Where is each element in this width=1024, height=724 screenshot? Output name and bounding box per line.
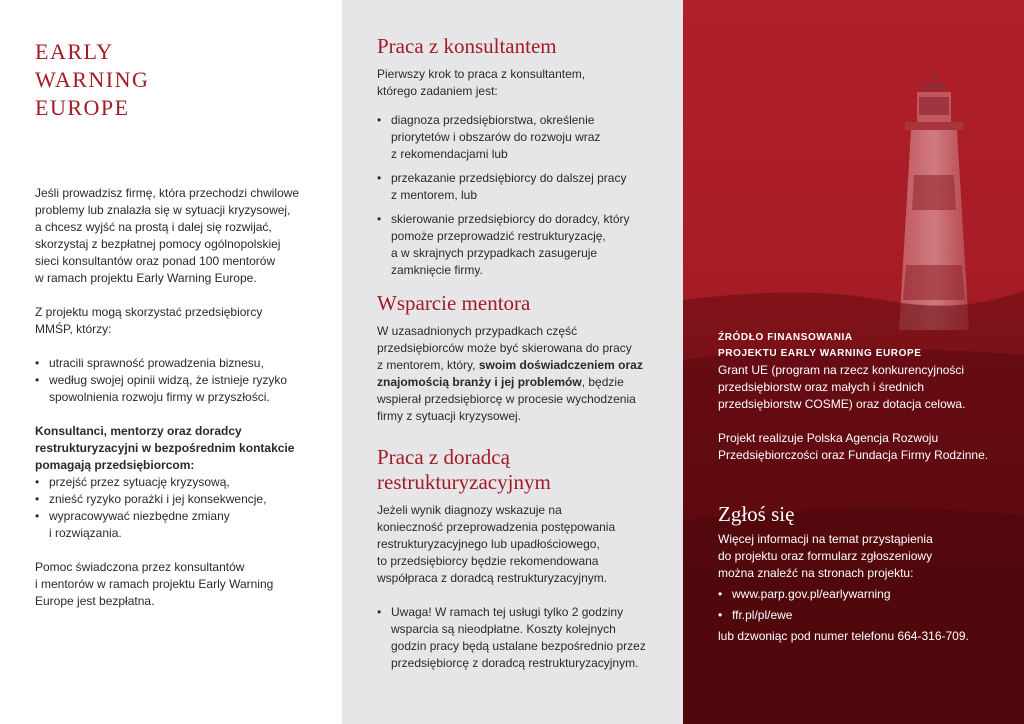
text-line: to przedsiębiorcy będzie rekomendowana [377, 554, 599, 568]
text-line: konieczność przeprowadzenia postępowania [377, 520, 616, 534]
list-item-line: i rozwiązania. [49, 526, 122, 540]
text-line: Grant UE (program na rzecz konkurencyjności [718, 363, 965, 377]
text-line: skorzystaj z bezpłatnej pomocy ogólnopolskiej [35, 237, 281, 251]
list-item-line: z mentorem, lub [391, 188, 478, 202]
list-item-line: z rekomendacjami lub [391, 147, 508, 161]
list-item-line: przedsiębiorcę z doradcą restrukturyzacyjnym. [391, 656, 639, 670]
text-line: współpraca z doradcą restrukturyzacyjnym. [377, 571, 608, 585]
eligibility-list [35, 355, 312, 406]
services-column [342, 0, 683, 724]
list-item-line: przekazanie przedsiębiorcy do dalszej pracy [391, 171, 627, 185]
eligibility-paragraph [35, 304, 312, 338]
intro-paragraph [35, 185, 312, 287]
list-item-line: przejść przez sytuację kryzysową, [49, 475, 230, 489]
list-item-line: a w skrajnych przypadkach zasugeruje [391, 246, 598, 260]
links-list [718, 586, 998, 624]
list-item [377, 604, 653, 672]
contact-column [683, 0, 1024, 724]
list-item [35, 355, 312, 372]
brand-logo-text: EARLY WARNING EUROPE [35, 39, 150, 120]
text-line: Jeżeli wynik diagnozy wskazuje na [377, 503, 562, 517]
list-item-line: zamknięcie firmy. [391, 263, 483, 277]
list-item-line: godzin pracy będą ustalane bezpośrednio przez [391, 639, 646, 653]
text-line: a chcesz wyjść na prostą i dalej się rozwijać, [35, 220, 272, 234]
text-line: w ramach projektu Early Warning Europe. [35, 271, 257, 285]
list-item-line: według swojej opinii widzą, że istnieje ryzyko [49, 373, 288, 387]
realization-paragraph [718, 430, 998, 464]
help-paragraph [35, 423, 312, 474]
consultant-list [377, 112, 653, 279]
text-line: można znaleźć na stronach projektu: [718, 566, 914, 580]
list-item-line: skierowanie przedsiębiorcy do doradcy, który [391, 212, 630, 226]
text-line: i mentorów w ramach projektu Early Warning [35, 577, 274, 591]
list-item-line: Uwaga! W ramach tej usługi tylko 2 godziny [391, 605, 624, 619]
list-item [377, 112, 653, 163]
list-item [377, 211, 653, 279]
consultant-heading: Praca z konsultantem [377, 34, 557, 58]
funding-paragraph [718, 362, 998, 413]
text-line: restrukturyzacyjni w bezpośrednim kontakcie [35, 441, 295, 455]
text-line: Jeśli prowadzisz firmę, która przechodzi chwilowe [35, 186, 300, 200]
list-item-line: diagnoza przedsiębiorstwa, określenie [391, 113, 595, 127]
link-parp[interactable]: • www.parp.gov.pl/earlywarning [718, 586, 998, 603]
list-item-line: pomoże przeprowadzić restrukturyzację, [391, 229, 606, 243]
text-line: Projekt realizuje Polska Agencja Rozwoju [718, 431, 939, 445]
text-line: Przedsiębiorczości oraz Fundacja Firmy Rodzinne. [718, 448, 989, 462]
text-line: Więcej informacji na temat przystąpienia [718, 532, 933, 546]
phone-line: lub dzwoniąc pod numer telefonu 664-316-709. [718, 629, 969, 643]
text-line: Pierwszy krok to praca z konsultantem, [377, 67, 586, 81]
text-line: Konsultanci, mentorzy oraz doradcy [35, 424, 242, 438]
advisor-note-list [377, 604, 653, 672]
list-item-line: wypracowywać niezbędne zmiany [49, 509, 230, 523]
text-line: przedsiębiorstw oraz małych i średnich [718, 380, 925, 394]
list-item-line: wsparcia są nieodpłatne. Koszty kolejnych [391, 622, 616, 636]
text-line: pomagają przedsiębiorcom: [35, 458, 195, 472]
mentor-paragraph: W uzasadnionych przypadkach część przedsiębiorców może być skierowana do pracy z mentorem, który, swoim doświadczeniem oraz znajomością branży i jej problemów, będzie wspierał przedsiębiorcę w procesie wychodzenia firmy z sytuacji kryzysowej. [377, 324, 643, 423]
text-line: sieci konsultantów oraz ponad 100 mentorów [35, 254, 276, 268]
text-line: restrukturyzacyjnego lub upadłościowego, [377, 537, 600, 551]
text-line: Z projektu mogą skorzystać przedsiębiorcy [35, 305, 263, 319]
list-item [35, 474, 312, 491]
text-line: przedsiębiorstw COSME) oraz dotacja celowa. [718, 397, 966, 411]
text-line: Europe jest bezpłatna. [35, 594, 155, 608]
text-line: MMŚP, którzy: [35, 322, 112, 336]
funding-title: ŹRÓDŁO FINANSOWANIA PROJEKTU EARLY WARNING EUROPE [718, 332, 922, 359]
list-item-line: priorytetów i obszarów do rozwoju wraz [391, 130, 601, 144]
list-item [35, 491, 312, 508]
contact-content [718, 330, 998, 645]
list-item [35, 372, 312, 406]
apply-heading: Zgłoś się [718, 502, 795, 526]
text-line: do projektu oraz formularz zgłoszeniowy [718, 549, 933, 563]
text-line: którego zadaniem jest: [377, 84, 498, 98]
help-list [35, 474, 312, 542]
list-item [377, 170, 653, 204]
link-ffr[interactable]: • ffr.pl/pl/ewe [718, 607, 998, 624]
list-item [35, 508, 312, 542]
intro-column [0, 0, 342, 724]
text-line: Pomoc świadczona przez konsultantów [35, 560, 245, 574]
consultant-paragraph [377, 66, 653, 100]
list-item-line: spowolnienia rozwoju firmy w przyszłości. [49, 390, 270, 404]
advisor-heading: Praca z doradcą restrukturyzacyjnym [377, 445, 551, 494]
text-line: problemy lub znalazła się w sytuacji kryzysowej, [35, 203, 291, 217]
mentor-heading: Wsparcie mentora [377, 291, 531, 315]
advisor-paragraph [377, 502, 653, 587]
list-item-line: znieść ryzyko porażki i jej konsekwencje, [49, 492, 267, 506]
free-note-paragraph [35, 559, 312, 610]
list-item-line: utracili sprawność prowadzenia biznesu, [49, 356, 264, 370]
apply-paragraph [718, 531, 998, 582]
